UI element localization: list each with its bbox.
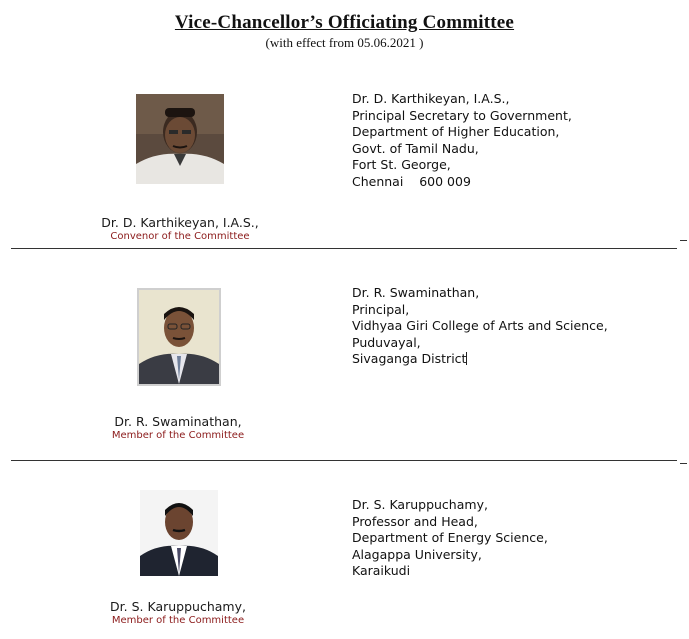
address-line: Alagappa University, <box>352 546 482 562</box>
divider-end-mark <box>680 240 687 241</box>
address-line: Principal Secretary to Government, <box>352 107 572 123</box>
address-line: Sivaganga District <box>352 351 467 366</box>
member-role: Convenor of the Committee <box>110 231 250 242</box>
address-line: Karaikudi <box>352 563 411 578</box>
person-photo-icon <box>139 290 219 384</box>
address-line: Department of Higher Education, <box>352 124 560 139</box>
person-photo-icon <box>136 94 224 184</box>
person-photo-icon <box>140 490 218 576</box>
member-name: Dr. R. Swaminathan, <box>114 414 242 429</box>
address-line: Principal, <box>352 301 410 317</box>
address-line: Fort St. George, <box>352 157 451 172</box>
address-line: Dr. D. Karthikeyan, I.A.S., <box>352 91 510 106</box>
address-line: Professor and Head, <box>352 513 478 529</box>
address-line: Dr. R. Swaminathan, <box>352 285 480 300</box>
divider-end-mark <box>680 463 687 464</box>
address-line: Chennai 600 009 <box>352 173 471 189</box>
section-divider <box>11 460 677 461</box>
member-photo-karuppuchamy <box>140 490 218 576</box>
member-photo-swaminathan <box>137 288 221 386</box>
address-line: Vidhyaa Giri College of Arts and Science, <box>352 318 608 333</box>
member-address <box>352 91 572 190</box>
member-photo-karthikeyan <box>136 94 224 184</box>
address-line: Dr. S. Karuppuchamy, <box>352 497 488 512</box>
member-name: Dr. S. Karuppuchamy, <box>110 599 246 614</box>
member-address <box>352 497 548 580</box>
member-role: Member of the Committee <box>111 615 245 626</box>
page-title: Vice-Chancellor’s Officiating Committee <box>174 12 515 33</box>
member-role: Member of the Committee <box>111 430 245 441</box>
address-line: Govt. of Tamil Nadu, <box>352 140 479 156</box>
text-cursor <box>466 352 467 365</box>
member-name: Dr. D. Karthikeyan, I.A.S., <box>101 215 259 230</box>
effective-date: (with effect from 05.06.2021 ) <box>265 35 424 50</box>
address-line: Puduvayal, <box>352 334 421 350</box>
member-address <box>352 285 608 368</box>
section-divider <box>11 248 677 249</box>
address-line: Department of Energy Science, <box>352 530 548 545</box>
